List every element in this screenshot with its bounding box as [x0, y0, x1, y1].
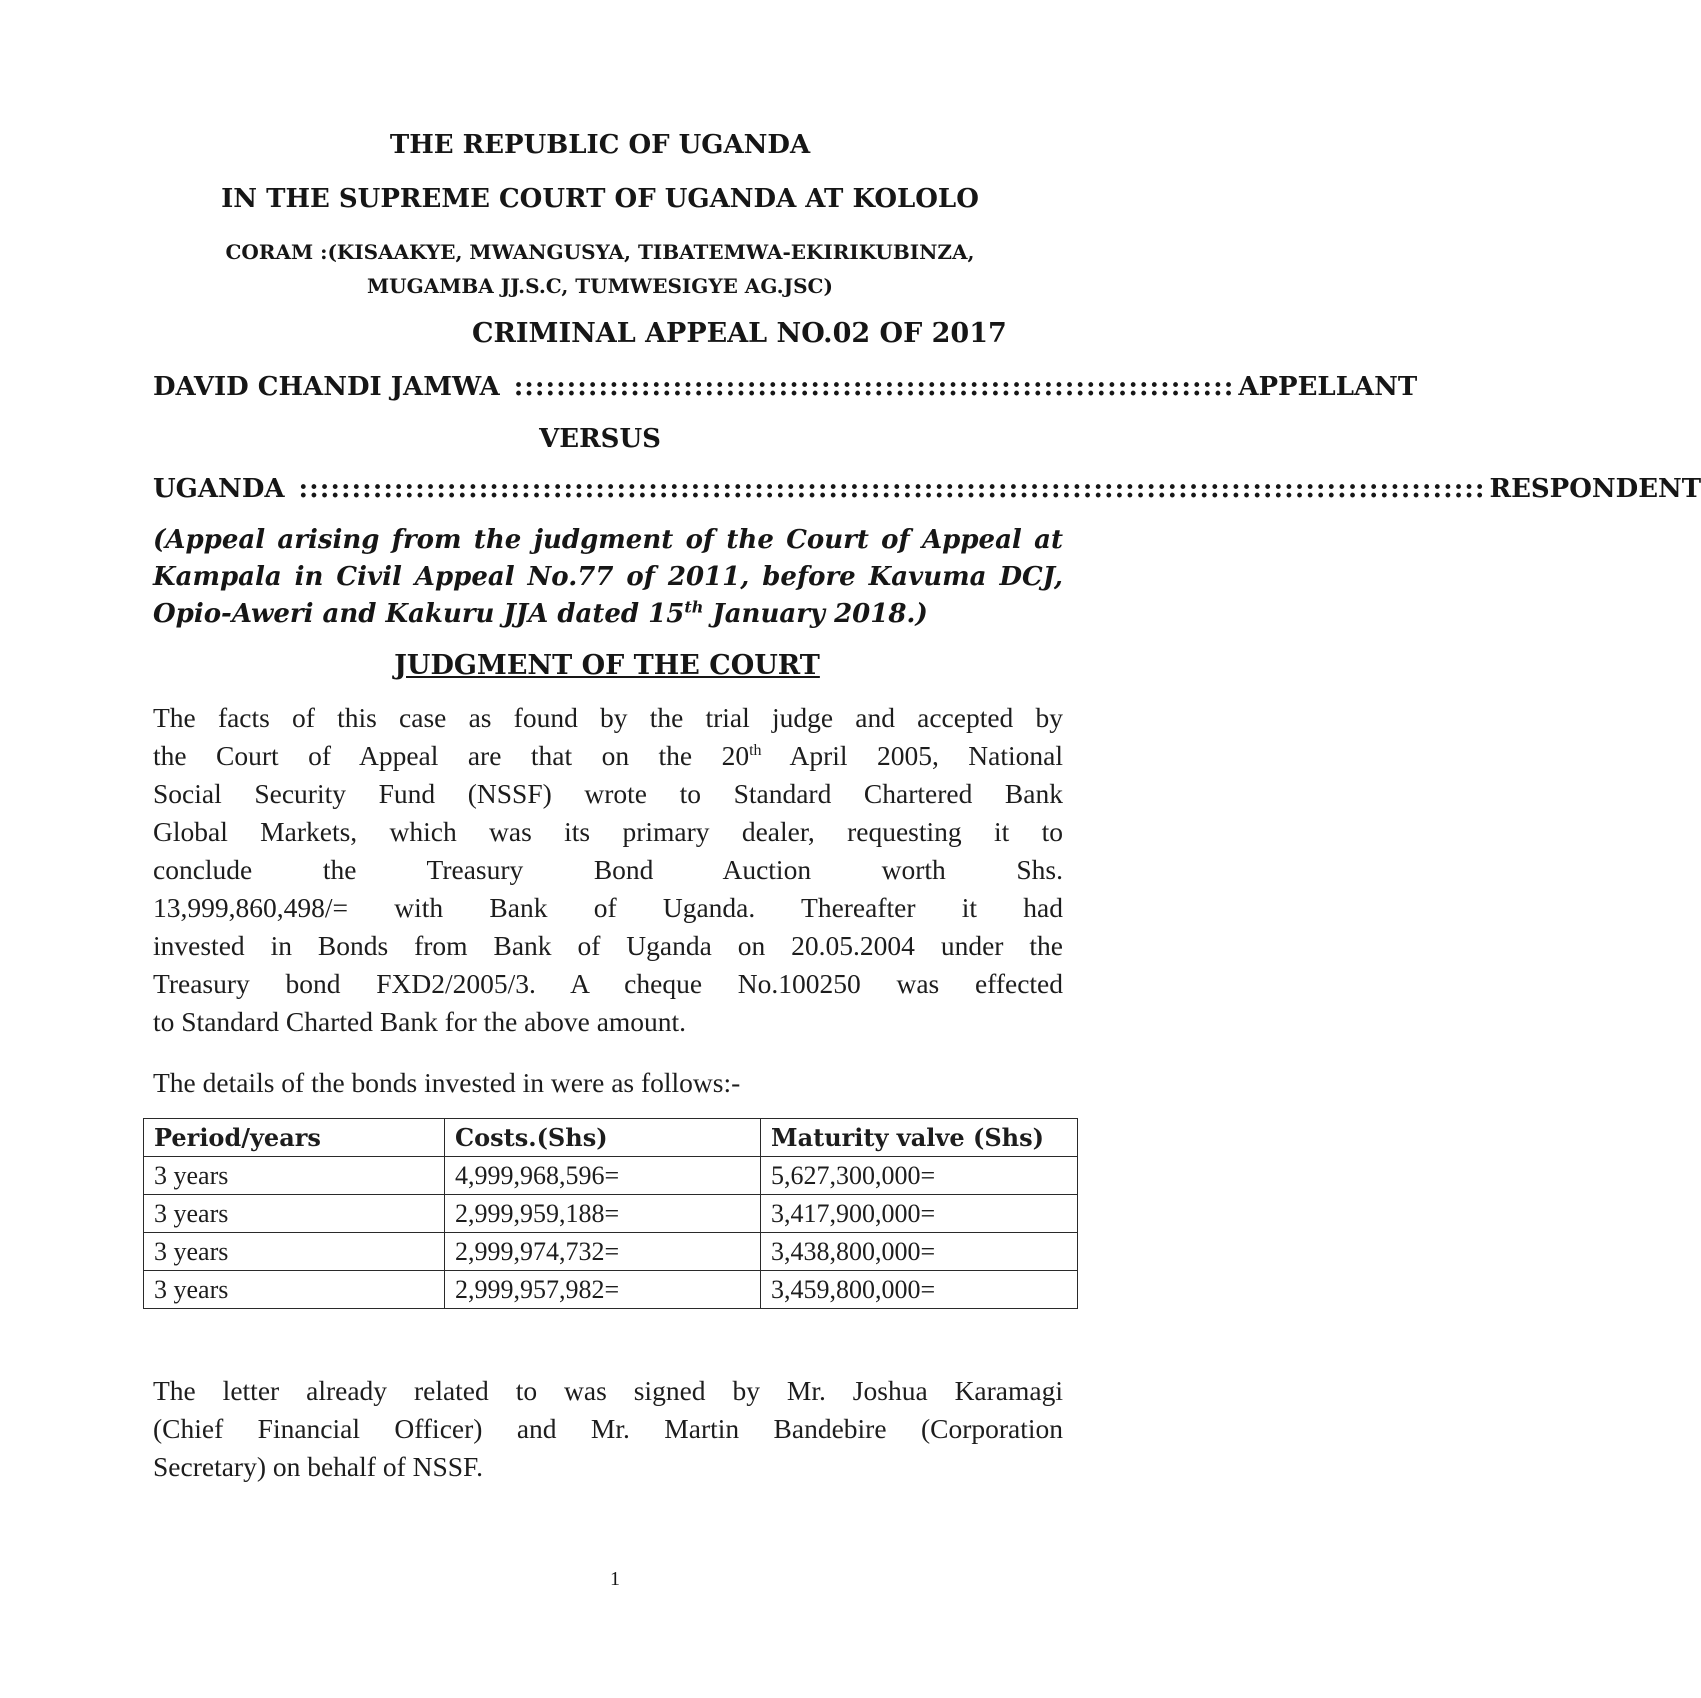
paragraph-line: conclude the Treasury Bond Auction worth Shs.: [153, 854, 1063, 885]
appellant-role: APPELLANT: [1238, 372, 1418, 402]
paragraph-line-text: the Court of Appeal are that on the 20: [153, 740, 750, 771]
cost-cell: 2,999,959,188=: [445, 1195, 761, 1233]
paragraph-line: 13,999,860,498/= with Bank of Uganda. Thereafter it had: [153, 892, 1063, 923]
maturity-cell: 3,459,800,000=: [761, 1271, 1078, 1309]
paragraph-line: The letter already related to was signed by Mr. Joshua Karamagi: [153, 1375, 1063, 1406]
period-cell: 3 years: [144, 1195, 445, 1233]
period-cell: 3 years: [144, 1271, 445, 1309]
paragraph-line: (Chief Financial Officer) and Mr. Martin Bandebire (Corporation: [153, 1413, 1063, 1444]
appellant-name: DAVID CHANDI JAMWA: [153, 372, 500, 402]
respondent-dots: ::::::::::::::::::::::::::::::::::::::::::::::::::::::::::::::::::::::::::::::::::::::::::::::::::::::::::::::::: [298, 474, 1486, 504]
column-header-maturity: Maturity valve (Shs): [761, 1119, 1078, 1157]
coram-line-1: CORAM :(KISAAKYE, MWANGUSYA, TIBATEMWA-EKIRIKUBINZA,: [225, 240, 975, 264]
paragraph-line: Secretary) on behalf of NSSF.: [153, 1451, 484, 1482]
signatories-paragraph: [153, 1372, 1063, 1486]
cost-cell: 2,999,957,982=: [445, 1271, 761, 1309]
paragraph-line: [153, 737, 1063, 775]
versus-label: VERSUS: [539, 424, 661, 454]
bonds-intro-paragraph: [153, 1064, 1063, 1102]
origin-line-text: January 2018.): [703, 599, 928, 629]
origin-line: [153, 596, 1063, 633]
paragraph-line: The facts of this case as found by the trial judge and accepted by: [153, 702, 1063, 733]
respondent-role: RESPONDENT: [1489, 474, 1701, 504]
maturity-cell: 3,438,800,000=: [761, 1233, 1078, 1271]
bonds-table: [143, 1118, 1078, 1309]
respondent-line: [153, 474, 1701, 504]
period-cell: 3 years: [144, 1233, 445, 1271]
appeal-number: CRIMINAL APPEAL NO.02 OF 2017: [472, 318, 1007, 349]
paragraph-line: The details of the bonds invested in were as follows:-: [153, 1067, 741, 1098]
table-row: [144, 1233, 1078, 1271]
ordinal-suffix: th: [684, 597, 704, 617]
table-row: [144, 1157, 1078, 1195]
paragraph-line: invested in Bonds from Bank of Uganda on 20.05.2004 under the: [153, 930, 1063, 961]
page-number: 1: [610, 1568, 620, 1590]
appeal-origin-note: [153, 522, 1063, 633]
origin-line: Kampala in Civil Appeal No.77 of 2011, before Kavuma DCJ,: [153, 562, 1063, 592]
paragraph-line: Social Security Fund (NSSF) wrote to Standard Chartered Bank: [153, 778, 1063, 809]
cost-cell: 2,999,974,732=: [445, 1233, 761, 1271]
paragraph-line-text: April 2005, National: [761, 740, 1063, 771]
paragraph-line: Global Markets, which was its primary dealer, requesting it to: [153, 816, 1063, 847]
paragraph-line: Treasury bond FXD2/2005/3. A cheque No.100250 was effected: [153, 968, 1063, 999]
column-header-costs: Costs.(Shs): [445, 1119, 761, 1157]
appellant-dots: ::::::::::::::::::::::::::::::::::::::::::::::::::::::::::::::::::::: [513, 372, 1235, 402]
period-cell: 3 years: [144, 1157, 445, 1195]
appellant-line: [153, 372, 1418, 402]
table-row: [144, 1271, 1078, 1309]
ordinal-suffix: th: [749, 741, 762, 759]
coram-line-2: MUGAMBA JJ.S.C, TUMWESIGYE AG.JSC): [367, 274, 833, 298]
maturity-cell: 5,627,300,000=: [761, 1157, 1078, 1195]
table-header-row: [144, 1119, 1078, 1157]
origin-line: (Appeal arising from the judgment of the Court of Appeal at: [153, 525, 1063, 555]
paragraph-line: to Standard Charted Bank for the above amount.: [153, 1006, 687, 1037]
cost-cell: 4,999,968,596=: [445, 1157, 761, 1195]
maturity-cell: 3,417,900,000=: [761, 1195, 1078, 1233]
facts-paragraph: [153, 699, 1063, 1041]
court-heading: IN THE SUPREME COURT OF UGANDA AT KOLOLO: [221, 184, 979, 214]
column-header-period: Period/years: [144, 1119, 445, 1157]
judgment-title: JUDGMENT OF THE COURT: [394, 650, 820, 681]
origin-line-text: Opio-Aweri and Kakuru JJA dated 15: [153, 599, 685, 629]
table-row: [144, 1195, 1078, 1233]
republic-heading: THE REPUBLIC OF UGANDA: [389, 130, 811, 160]
respondent-name: UGANDA: [153, 474, 285, 504]
